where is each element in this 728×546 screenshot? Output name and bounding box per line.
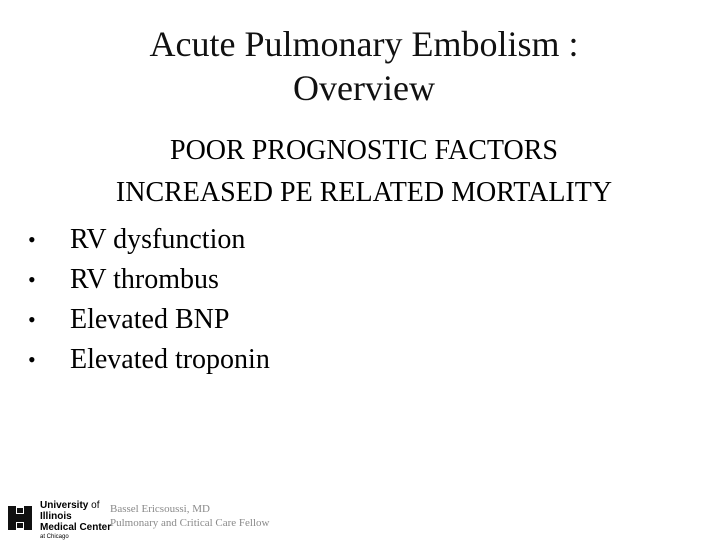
slide-title — [60, 22, 668, 110]
logo-line-chicago: at Chicago — [40, 534, 69, 540]
bullet-list — [28, 220, 270, 380]
bullet-item — [28, 300, 270, 340]
university-logo-icon — [6, 504, 34, 532]
logo-line-of: of — [91, 500, 100, 511]
subheading-mortality: INCREASED PE RELATED MORTALITY — [115, 177, 613, 208]
bullet-text: Elevated BNP — [70, 304, 230, 335]
slide-footer — [0, 494, 330, 546]
logo-line-university: University — [40, 500, 89, 511]
bullet-text: RV thrombus — [70, 264, 219, 295]
logo-wordmark — [40, 500, 111, 541]
bullet-icon: • — [28, 227, 36, 252]
bullet-item — [28, 260, 270, 300]
bullet-text: Elevated troponin — [70, 344, 270, 375]
bullet-item — [28, 340, 270, 380]
subheading-prognostic-factors: POOR PROGNOSTIC FACTORS — [170, 135, 558, 166]
bullet-text: RV dysfunction — [70, 224, 246, 255]
bullet-icon: • — [28, 347, 36, 372]
university-logo — [6, 500, 112, 540]
bullet-icon: • — [28, 307, 36, 332]
bullet-icon: • — [28, 267, 36, 292]
presenter-name: Bassel Ericsoussi, MD — [110, 503, 210, 515]
logo-line-medical-center: Medical Center — [40, 522, 112, 533]
logo-line-illinois: Illinois — [40, 511, 72, 522]
title-line-2: Overview — [293, 68, 435, 108]
bullet-item — [28, 220, 270, 260]
presenter-role: Pulmonary and Critical Care Fellow — [110, 517, 270, 529]
title-line-1: Acute Pulmonary Embolism : — [149, 24, 579, 64]
presenter-credits — [110, 502, 269, 530]
